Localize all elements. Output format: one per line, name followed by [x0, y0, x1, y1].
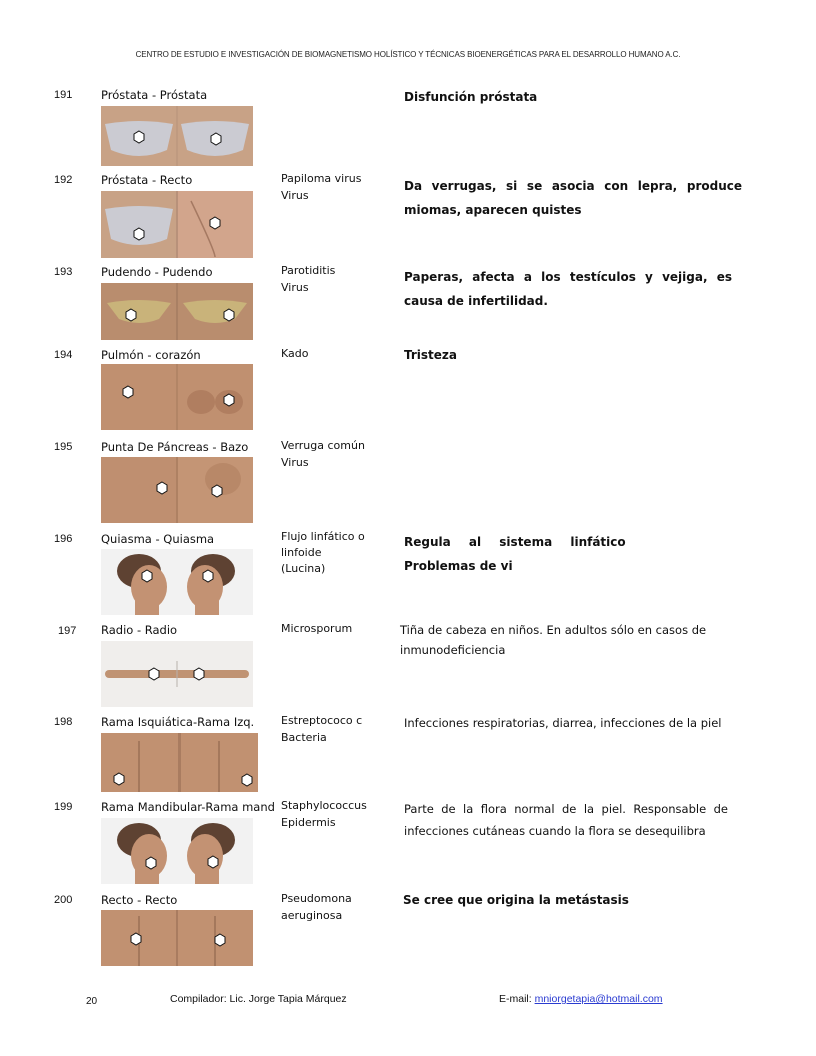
entry-number: 197 — [58, 625, 77, 637]
agent-line: Bacteria — [281, 731, 327, 744]
point-name: Pulmón - corazón — [101, 348, 201, 362]
point-name: Rama Mandibular-Rama mand — [101, 800, 275, 814]
agent-line: Papiloma virus — [281, 172, 362, 185]
agent-line: Microsporum — [281, 622, 353, 635]
agent-line: Pseudomona — [281, 892, 352, 905]
point-name: Quiasma - Quiasma — [101, 532, 215, 546]
agent-line: Estreptococo c — [281, 714, 363, 727]
agent-line: Kado — [281, 347, 309, 360]
email-link[interactable]: mniorgetapia@hotmail.com — [534, 993, 663, 1005]
anatomy-image-buttocks — [101, 733, 258, 792]
point-name: Radio - Radio — [101, 623, 178, 637]
agent — [281, 262, 381, 296]
description: Infecciones respiratorias, diarrea, infecciones de la piel — [404, 716, 722, 730]
anatomy-image-buttocks — [101, 910, 253, 966]
point-name: Punta De Páncreas - Bazo — [101, 440, 249, 454]
agent — [281, 620, 381, 637]
agent-line: Parotiditis — [281, 264, 336, 277]
agent-line: (Lucina) — [281, 562, 326, 575]
entry-number: 196 — [54, 533, 73, 545]
entry-number: 193 — [54, 266, 73, 278]
anatomy-image-hips-front-back — [101, 191, 253, 258]
point-name: Pudendo - Pudendo — [101, 265, 213, 279]
description: Tristeza — [404, 348, 457, 362]
description: Se cree que origina la metástasis — [403, 893, 629, 907]
anatomy-image-hips-front — [101, 106, 253, 166]
point-name: Próstata - Recto — [101, 173, 193, 187]
description-line: Regula al sistema linfático — [404, 535, 626, 549]
description — [404, 530, 742, 578]
agent — [281, 170, 381, 204]
point-name: Recto - Recto — [101, 893, 178, 907]
agent-line: Virus — [281, 189, 309, 202]
point-name: Rama Isquiática-Rama Izq. — [101, 715, 255, 729]
agent — [281, 890, 381, 924]
agent-line: Verruga común — [281, 439, 365, 452]
agent — [281, 797, 381, 831]
description: Da verrugas, si se asocia con lepra, produce miomas, aparecen quistes — [404, 179, 742, 217]
anatomy-image-arms — [101, 641, 253, 707]
entry-number: 192 — [54, 174, 73, 186]
agent-line: Epidermis — [281, 816, 336, 829]
agent-line: aeruginosa — [281, 909, 343, 922]
entry-number: 191 — [54, 89, 73, 101]
agent-line: Staphylococcus — [281, 799, 367, 812]
anatomy-image-torso-side — [101, 457, 253, 523]
compiler-credit: Compilador: Lic. Jorge Tapia Márquez — [170, 993, 347, 1005]
anatomy-image-torso — [101, 364, 253, 430]
entry-number: 199 — [54, 801, 73, 813]
entry-number: 200 — [54, 894, 73, 906]
page-number: 20 — [86, 996, 98, 1007]
description-line: Problemas de vi — [404, 559, 513, 573]
description: Paperas, afecta a los testículos y vejiga, es causa de infertilidad. — [404, 270, 732, 308]
anatomy-image-head-profiles — [101, 818, 253, 884]
email-line — [499, 993, 663, 1005]
anatomy-image-head-profiles — [101, 549, 253, 615]
agent — [281, 712, 381, 746]
agent-line: Flujo linfático o linfoide — [281, 530, 365, 559]
agent — [281, 437, 381, 471]
description: Disfunción próstata — [404, 90, 538, 104]
entry-number: 198 — [54, 716, 73, 728]
description: Parte de la flora normal de la piel. Responsable de infecciones cutáneas cuando la flora se desequilibra — [404, 802, 728, 838]
page-header: CENTRO DE ESTUDIO E INVESTIGACIÓN DE BIOMAGNETISMO HOLÍSTICO Y TÉCNICAS BIOENERGÉTICAS PARA EL DESARROLLO HUMANO A.C. — [135, 50, 681, 59]
agent — [281, 345, 381, 362]
point-name: Próstata - Próstata — [101, 88, 208, 102]
entry-number: 194 — [54, 349, 73, 361]
email-label: E-mail: — [499, 993, 535, 1005]
description: Tiña de cabeza en niños. En adultos sólo en casos de inmunodeficiencia — [400, 623, 707, 657]
entry-number: 195 — [54, 441, 73, 453]
anatomy-image-pelvis — [101, 283, 253, 340]
agent — [281, 529, 381, 577]
agent-line: Virus — [281, 456, 309, 469]
agent-line: Virus — [281, 281, 309, 294]
